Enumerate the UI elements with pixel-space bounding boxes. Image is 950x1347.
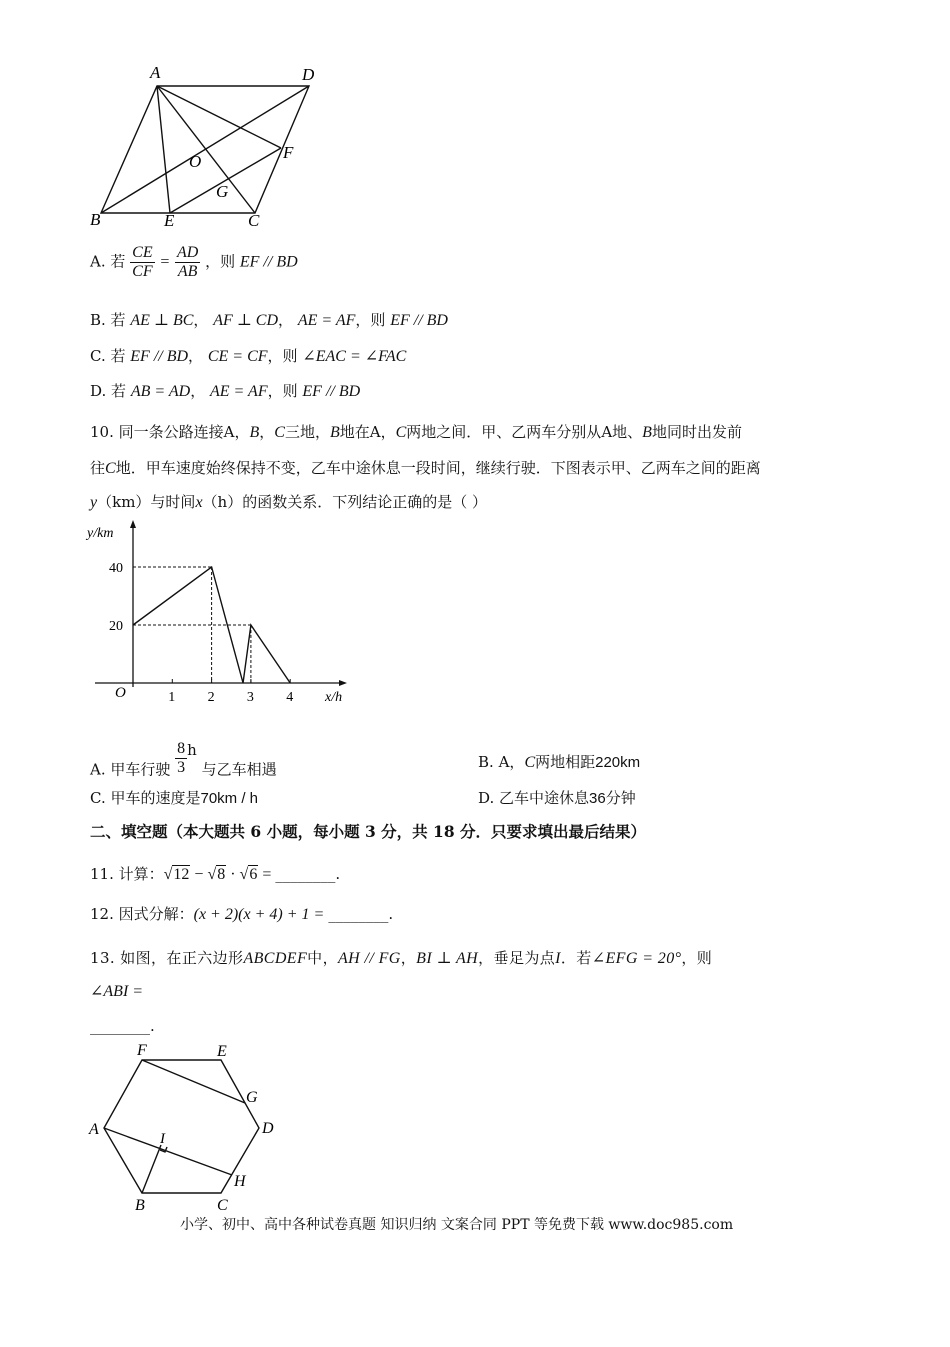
x-axis-label: x/h (325, 690, 343, 705)
y-tick-label: 40 (109, 561, 123, 576)
option-b-prefix: B. (478, 753, 494, 771)
x-axis-arrow (339, 680, 347, 686)
q10-option-c[interactable] (90, 788, 258, 809)
fraction-8-3 (175, 740, 187, 777)
comma: ， (188, 347, 204, 365)
point-c: C (274, 424, 285, 441)
option-c-conclusion: ∠EAC = ∠FAC (302, 348, 407, 365)
label-E: E (164, 211, 175, 230)
label-F: F (137, 1042, 147, 1059)
label-O: O (189, 152, 202, 171)
point-a: A (601, 423, 613, 441)
option-a-conclusion: EF // BD (239, 253, 298, 271)
option-a-prefix: A. 若 (90, 252, 126, 271)
q10-text: 两地之间．甲、乙两车分别从 (406, 423, 602, 441)
option-b-then: ，则 (355, 311, 386, 329)
option-b-text: 两地相距 (535, 753, 596, 771)
q9-option-a[interactable] (90, 244, 298, 281)
q11 (90, 864, 340, 885)
point-c: C (524, 754, 536, 771)
unit-hour: h (187, 740, 197, 759)
period: . (150, 1017, 155, 1035)
label-F: F (283, 143, 294, 162)
option-d-cond2: AE = AF (210, 383, 268, 400)
origin-label: O (115, 685, 126, 701)
label-H: H (234, 1173, 246, 1190)
q13-cond2: BI ⊥ AH (416, 950, 479, 967)
q13-angle: ∠EFG = 20° (591, 950, 682, 967)
comma: ， (259, 423, 275, 441)
option-c-cond1: EF // BD (130, 348, 189, 365)
fraction-ce-cf (130, 244, 154, 281)
q10-option-a[interactable] (90, 740, 277, 789)
point-i: I (555, 950, 561, 967)
q13-line2 (90, 981, 143, 1002)
label-D: D (262, 1120, 274, 1137)
option-b-conclusion: EF // BD (390, 312, 448, 329)
q12-prefix: 12. 因式分解： (90, 905, 194, 923)
option-d-then: ，则 (267, 382, 298, 400)
fraction-ad-ab (175, 244, 200, 281)
label-E: E (217, 1043, 227, 1060)
q10-text: 地在 (339, 423, 370, 441)
q10-line2 (90, 458, 761, 479)
frac-numerator: AD (176, 244, 199, 261)
q11-prefix: 11. 计算： (90, 865, 164, 883)
q9-option-c[interactable] (90, 346, 406, 367)
period: . (335, 865, 341, 883)
label-B: B (135, 1197, 145, 1214)
label-C: C (217, 1197, 228, 1214)
q10-text: 地、 (612, 423, 643, 441)
label-B: B (90, 210, 101, 229)
option-d-prefix: D. 乙车中途休息 (478, 789, 590, 807)
q13-text: ．若 (560, 949, 592, 967)
option-d-cond1: AB = AD (130, 383, 191, 400)
option-d-conclusion: EF // BD (302, 383, 361, 400)
label-G: G (246, 1089, 258, 1106)
comma: ， (509, 753, 525, 771)
answer-blank[interactable]: ________ (90, 1017, 150, 1035)
x-tick-label: 4 (286, 690, 294, 705)
frac-denominator: CF (132, 263, 153, 280)
q10-text: 三地， (284, 423, 330, 441)
comma: ， (234, 423, 250, 441)
q10-text: 往 (90, 459, 106, 477)
dot-sign: · (226, 866, 240, 883)
comma: ， (193, 311, 209, 329)
x-tick-label: 2 (207, 690, 215, 705)
option-a-prefix: A. 甲车行驶 (90, 760, 171, 779)
answer-blank[interactable]: ________ (328, 905, 389, 923)
label-C: C (248, 211, 260, 230)
q12-expression: (x + 2)(x + 4) + 1 = (193, 906, 329, 923)
frac-denominator: 3 (177, 759, 186, 776)
frac-numerator: 8 (177, 740, 186, 757)
point-a: A (369, 423, 381, 441)
comma: ， (190, 382, 206, 400)
point-c: C (105, 460, 116, 477)
y-tick-label: 20 (109, 619, 123, 634)
var-y: y (90, 494, 98, 511)
option-c-cond2: CE = CF (207, 348, 268, 365)
q9-option-b[interactable] (90, 310, 448, 331)
option-b-prefix: B. 若 (90, 311, 126, 329)
x-tick-label: 1 (168, 690, 176, 705)
option-d-prefix: D. 若 (90, 382, 127, 400)
label-D: D (302, 65, 315, 84)
distance-time-chart (85, 515, 360, 715)
option-a-then: ，则 (205, 252, 236, 271)
option-d-value: 36 (589, 790, 606, 807)
q9-option-d[interactable] (90, 381, 360, 402)
equals-sign: = (258, 866, 276, 883)
option-c-prefix: C. 若 (90, 347, 126, 365)
label-A: A (150, 63, 161, 82)
point-a: A (498, 753, 510, 771)
option-d-suffix: 分钟 (605, 789, 636, 807)
option-b-cond3: AE = AF (297, 312, 356, 329)
option-b-cond2: AF ⊥ CD (213, 312, 279, 329)
q10-text: 10. 同一条公路连接 (90, 423, 224, 441)
point-b: B (642, 424, 652, 441)
q13-line1 (90, 948, 712, 969)
segment-BI (142, 1145, 161, 1193)
option-b-cond1: AE ⊥ BC (130, 312, 194, 329)
comma: ， (400, 949, 417, 967)
segment-FG (142, 1060, 245, 1103)
equals-sign: = (159, 253, 171, 271)
q13-target-angle: ∠ABI = (90, 983, 144, 1000)
q10-line3 (90, 492, 487, 513)
segment-AF (157, 86, 281, 148)
segment-AE (157, 86, 170, 213)
point-b: B (329, 424, 340, 441)
point-c: C (395, 424, 407, 441)
q13-text: 中， (307, 949, 338, 967)
segment-AH (104, 1128, 232, 1175)
parallelogram-figure (80, 60, 340, 235)
option-c-then: ，则 (267, 347, 298, 365)
q10-text: 地同时出发前 (651, 423, 742, 441)
radicand-12: 12 (173, 866, 190, 883)
q10-text: 地．甲车速度始终保持不变，乙车中途休息一段时间，继续行驶．下图表示甲、乙两车之间的距离 (115, 459, 761, 477)
option-b-value: 220km (595, 754, 641, 771)
x-tick-label: 3 (246, 690, 254, 705)
label-A: A (89, 1121, 99, 1138)
minus-sign: − (190, 866, 208, 883)
q10-text: （h）的函数关系．下列结论正确的是（ ） (202, 493, 487, 511)
var-x: x (195, 494, 203, 511)
section-title: 二、填空题（本大题共 6 小题，每小题 3 分，共 18 分．只要求填出最后结果） (90, 822, 647, 841)
option-c-prefix: C. 甲车的速度是 (90, 789, 201, 807)
hexagon-name: ABCDEF (243, 950, 308, 967)
y-axis-label: y/km (87, 526, 114, 541)
q10-text: （km）与时间 (97, 493, 196, 511)
comma: ， (380, 423, 396, 441)
frac-numerator: CE (132, 244, 153, 261)
q12 (90, 904, 393, 925)
radicand-8: 8 (217, 866, 226, 883)
frac-denominator: AB (177, 263, 198, 280)
q13-line3 (90, 1016, 155, 1036)
point-b: B (249, 424, 260, 441)
q13-text: ，垂足为点 (478, 949, 556, 967)
option-a-suffix: 与乙车相遇 (201, 760, 277, 779)
option-c-value: 70km / h (200, 790, 259, 807)
footer-text: 小学、初中、高中各种试卷真题 知识归纳 文案合同 PPT 等免费下载 www.doc985.com (180, 1217, 734, 1233)
q11-expression: √12 − √8 · √6 = (163, 866, 276, 883)
label-G: G (216, 182, 229, 201)
q13-text: ，则 (681, 949, 713, 967)
q10-option-d[interactable] (478, 788, 636, 809)
segment-EF (170, 148, 281, 213)
comma: ， (278, 311, 294, 329)
period: . (388, 905, 394, 923)
hexagon-figure (85, 1038, 285, 1218)
label-I: I (160, 1131, 165, 1147)
radicand-6: 6 (249, 866, 258, 883)
answer-blank[interactable]: ________ (275, 865, 336, 883)
point-a: A (223, 423, 235, 441)
y-axis-arrow (130, 520, 136, 528)
q10-option-b[interactable] (478, 752, 640, 773)
q10-line1 (90, 422, 742, 443)
q13-cond1: AH // FG (337, 950, 401, 967)
q13-text: 13. 如图，在正六边形 (90, 949, 244, 967)
